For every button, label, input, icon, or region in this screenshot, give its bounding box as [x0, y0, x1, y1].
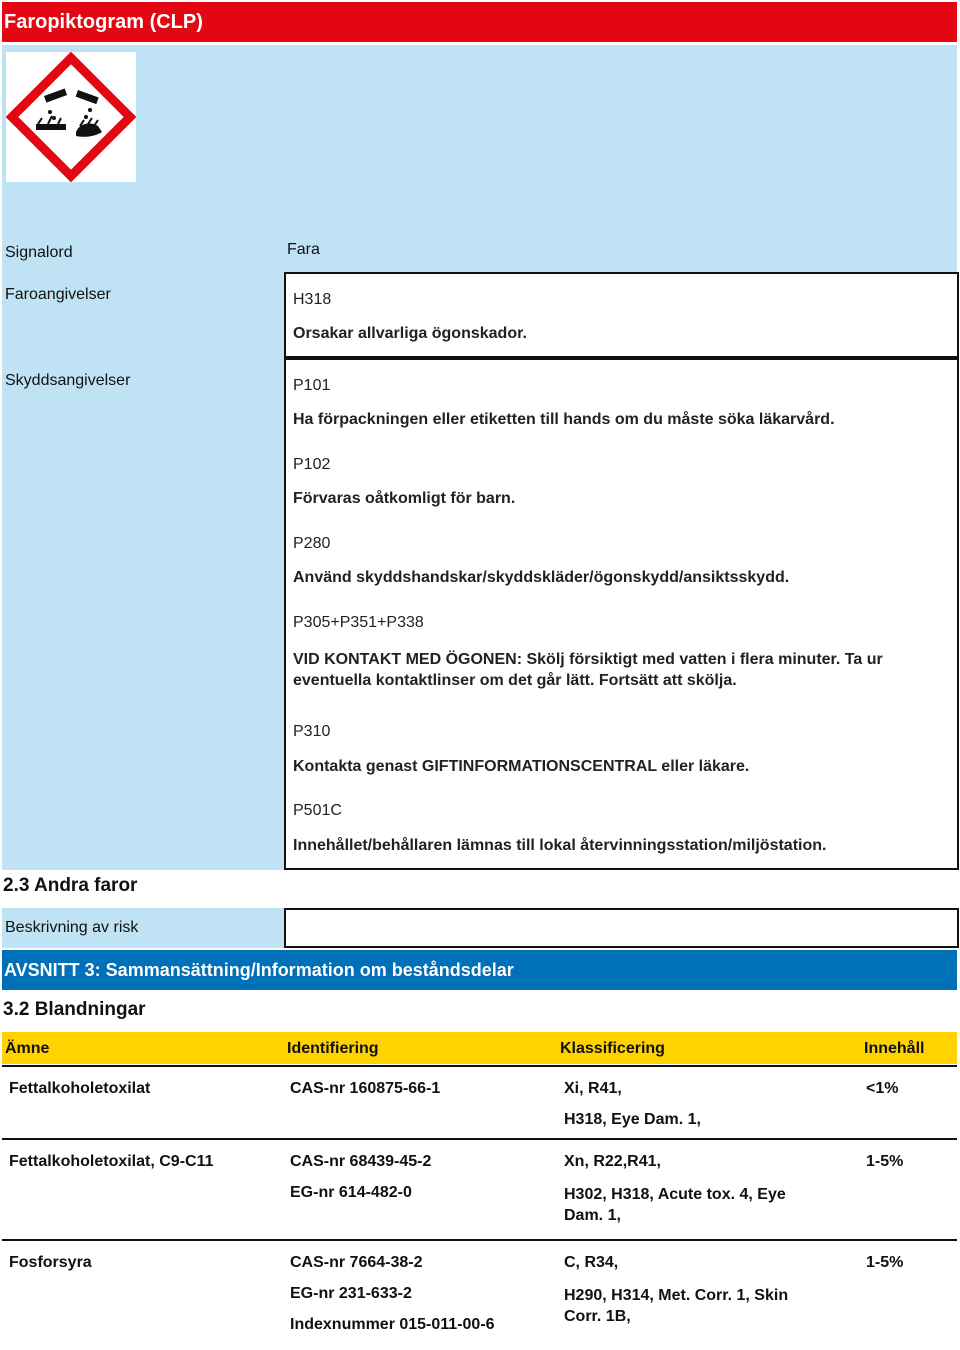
- signal-word-value: Fara: [287, 241, 320, 258]
- row-divider: [2, 1138, 957, 1140]
- precautionary-text: Kontakta genast GIFTINFORMATIONSCENTRAL eller läkare.: [293, 758, 750, 775]
- precautionary-code: P102: [293, 456, 331, 473]
- precautionary-text: Använd skyddshandskar/skyddskläder/ögonskydd/ansiktsskydd.: [293, 569, 790, 586]
- precautionary-text: VID KONTAKT MED ÖGONEN: Skölj försiktigt med vatten i flera minuter. Ta ur eventuella kontaktlinser om det går lätt. Fortsätt att skölja.: [293, 651, 883, 689]
- hazard-text: Orsakar allvarliga ögonskador.: [293, 325, 527, 342]
- table-cell-identification: Indexnummer 015-011-00-6: [290, 1316, 495, 1333]
- table-cell-identification: CAS-nr 68439-45-2: [290, 1153, 432, 1170]
- hazard-statements-label: Faroangivelser: [5, 286, 111, 303]
- precautionary-text: Förvaras oåtkomligt för barn.: [293, 490, 516, 507]
- table-cell-identification: EG-nr 614-482-0: [290, 1184, 412, 1201]
- table-cell-classification: H302, H318, Acute tox. 4, Eye Dam. 1,: [564, 1186, 786, 1224]
- table-cell-classification: Xn, R22,R41,: [564, 1153, 661, 1170]
- precautionary-statements-label: Skyddsangivelser: [5, 372, 131, 389]
- precautionary-code: P101: [293, 377, 331, 394]
- table-cell-identification: CAS-nr 160875-66-1: [290, 1080, 441, 1097]
- table-cell-content: 1-5%: [866, 1254, 904, 1271]
- precautionary-code: P501C: [293, 802, 342, 819]
- hazard-statements-box: [284, 272, 959, 358]
- table-cell-content: <1%: [866, 1080, 899, 1097]
- table-cell-classification: Xi, R41,: [564, 1080, 622, 1097]
- table-cell-classification: H318, Eye Dam. 1,: [564, 1111, 701, 1128]
- table-cell-substance: Fosforsyra: [9, 1254, 92, 1271]
- table-cell-identification: EG-nr 231-633-2: [290, 1285, 412, 1302]
- row-divider: [2, 1065, 957, 1067]
- table-cell-identification: CAS-nr 7664-38-2: [290, 1254, 423, 1271]
- hazard-code: H318: [293, 291, 332, 308]
- precautionary-code: P310: [293, 723, 331, 740]
- pictogram-area: [2, 45, 957, 230]
- precautionary-code: P280: [293, 535, 331, 552]
- section-title-pictogram: Faropiktogram (CLP): [2, 2, 957, 42]
- table-cell-classification: H290, H314, Met. Corr. 1, Skin Corr. 1B,: [564, 1287, 789, 1325]
- table-cell-substance: Fettalkoholetoxilat, C9-C11: [9, 1153, 214, 1170]
- risk-description-label: Beskrivning av risk: [5, 919, 139, 936]
- mixtures-heading: 3.2 Blandningar: [3, 999, 146, 1020]
- risk-description-box: [284, 908, 959, 948]
- corrosion-ghs05-icon: [6, 52, 136, 182]
- signal-word-band: [285, 230, 957, 272]
- table-header: [2, 1032, 957, 1064]
- column-header-classification: Klassificering: [560, 1040, 665, 1057]
- precautionary-code: P305+P351+P338: [293, 614, 424, 631]
- section-3-title: AVSNITT 3: Sammansättning/Information om beståndsdelar: [2, 950, 957, 990]
- row-divider: [2, 1239, 957, 1241]
- precautionary-text: Ha förpackningen eller etiketten till hands om du måste söka läkarvård.: [293, 411, 835, 428]
- precautionary-text: Innehållet/behållaren lämnas till lokal återvinningsstation/miljöstation.: [293, 837, 827, 854]
- other-hazards-heading: 2.3 Andra faror: [3, 875, 138, 896]
- table-cell-substance: Fettalkoholetoxilat: [9, 1080, 151, 1097]
- column-header-substance: Ämne: [5, 1040, 50, 1057]
- pictogram-frame: [6, 52, 136, 182]
- column-header-content: Innehåll: [864, 1040, 925, 1057]
- signal-word-label: Signalord: [5, 244, 73, 261]
- table-cell-classification: C, R34,: [564, 1254, 619, 1271]
- table-cell-content: 1-5%: [866, 1153, 904, 1170]
- label-column: [2, 230, 285, 870]
- column-header-identification: Identifiering: [287, 1040, 379, 1057]
